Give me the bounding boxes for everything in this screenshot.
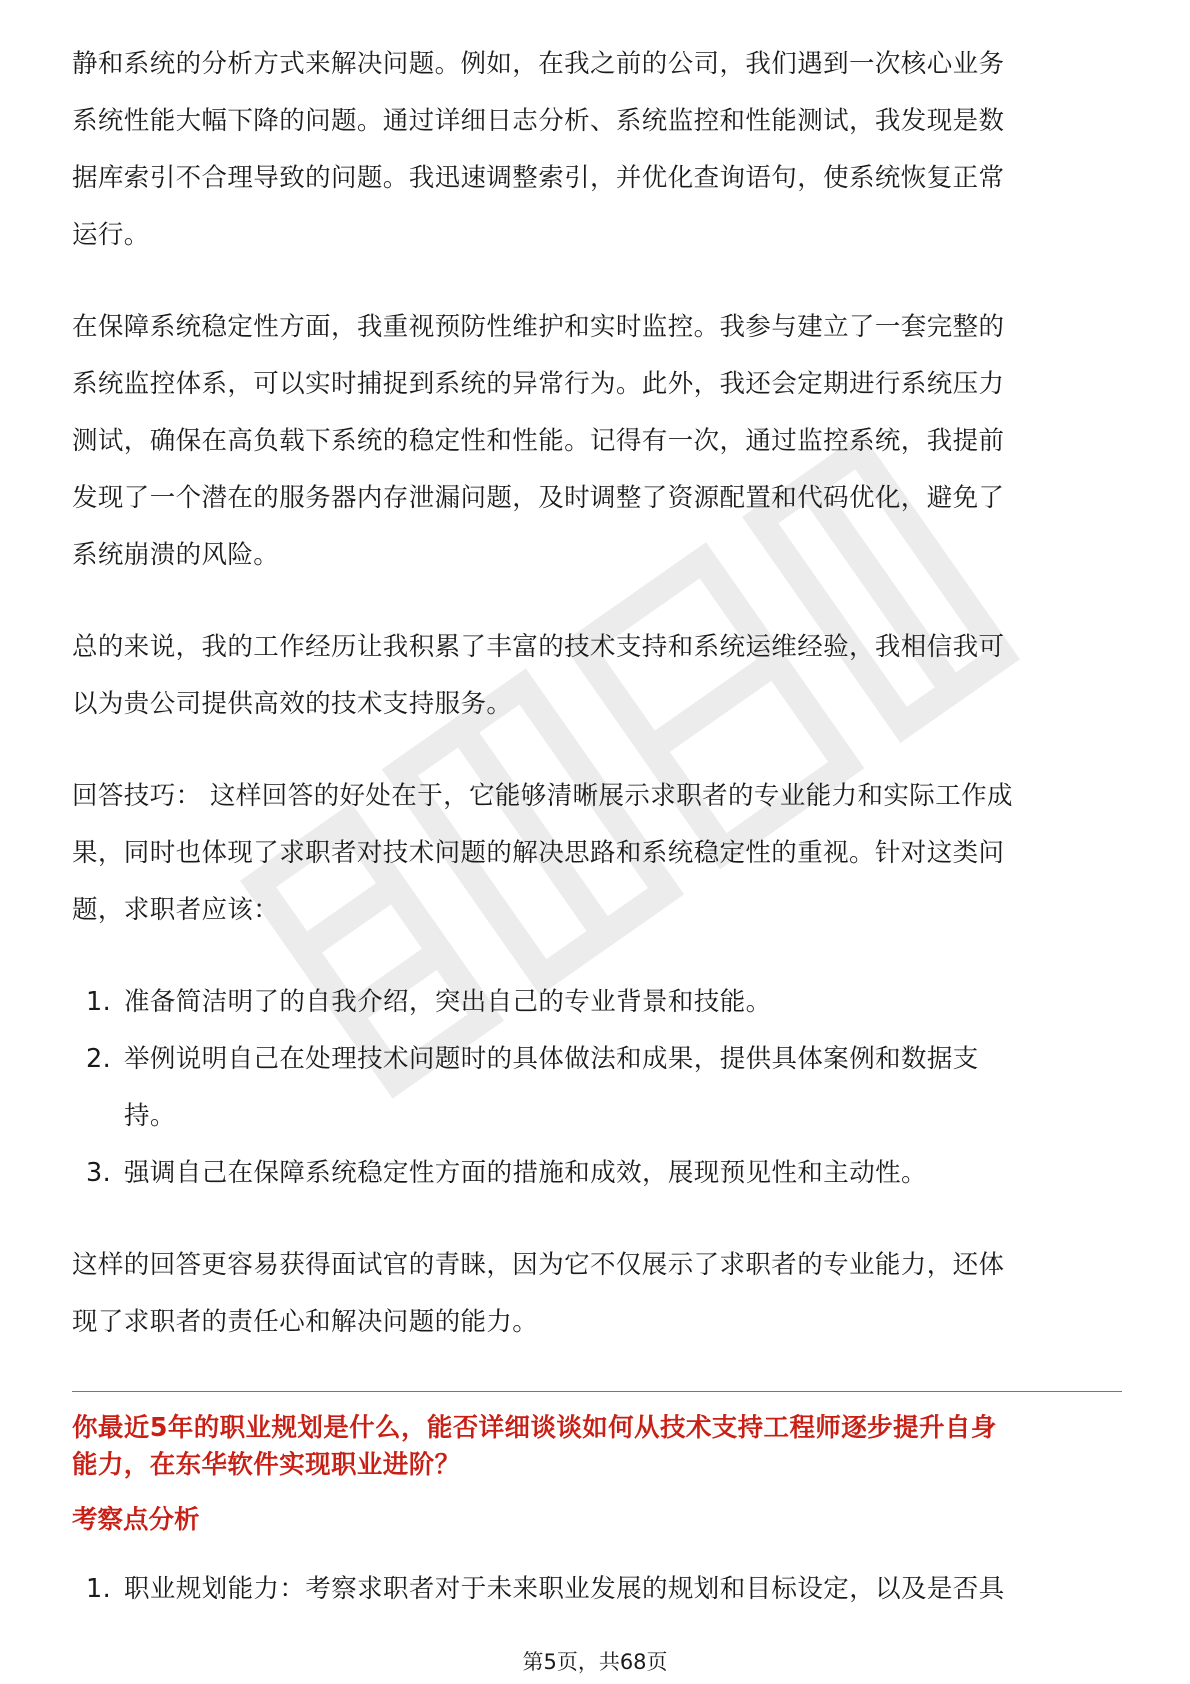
text-line: 以为贵公司提供高效的技术支持服务。 — [72, 689, 513, 719]
paragraph-answer-tips — [72, 768, 1122, 939]
list-number: 3. — [86, 1158, 112, 1188]
paragraph-summary — [72, 619, 1122, 733]
text-line: 题，求职者应该： — [72, 895, 280, 925]
list-item-text: 职业规划能力：考察求职者对于未来职业发展的规划和目标设定，以及是否具 — [124, 1574, 1005, 1604]
text-line: 这样的回答更容易获得面试官的青睐，因为它不仅展示了求职者的专业能力，还体 — [72, 1250, 1005, 1280]
section-divider — [72, 1391, 1122, 1392]
text-line: 现了求职者的责任心和解决问题的能力。 — [72, 1307, 539, 1337]
list-item-text: 强调自己在保障系统稳定性方面的措施和成效，展现预见性和主动性。 — [124, 1158, 927, 1188]
list-number: 2. — [86, 1044, 112, 1074]
list-item — [72, 1145, 1122, 1202]
text-line: 系统监控体系，可以实时捕捉到系统的异常行为。此外，我还会定期进行系统压力 — [72, 369, 1005, 399]
interview-question — [72, 1410, 1122, 1484]
list-item-text: 持。 — [124, 1101, 176, 1131]
paragraph-problem-solving — [72, 36, 1122, 264]
list-item-text: 举例说明自己在处理技术问题时的具体做法和成果，提供具体案例和数据支 — [124, 1044, 979, 1074]
text-line: 发现了一个潜在的服务器内存泄漏问题，及时调整了资源配置和代码优化，避免了 — [72, 483, 1005, 513]
list-item — [72, 974, 1122, 1031]
list-item-text: 准备简洁明了的自我介绍，突出自己的专业背景和技能。 — [124, 987, 772, 1017]
paragraph-closing — [72, 1237, 1122, 1351]
paragraph-stability — [72, 299, 1122, 584]
text-line: 测试，确保在高负载下系统的稳定性和性能。记得有一次，通过监控系统，我提前 — [72, 426, 1005, 456]
text-line: 运行。 — [72, 220, 150, 250]
text-line: 据库索引不合理导致的问题。我迅速调整索引，并优化查询语句，使系统恢复正常 — [72, 163, 1005, 193]
text-line: 系统崩溃的风险。 — [72, 540, 280, 570]
question-line: 能力，在东华软件实现职业进阶？ — [72, 1450, 461, 1480]
list-item — [72, 1561, 1122, 1618]
list-number: 1. — [86, 987, 112, 1017]
text-line: 系统性能大幅下降的问题。通过详细日志分析、系统监控和性能测试，我发现是数 — [72, 106, 1005, 136]
tips-list — [72, 974, 1122, 1202]
text-line: 总的来说，我的工作经历让我积累了丰富的技术支持和系统运维经验，我相信我可 — [72, 632, 1005, 662]
document-page — [72, 36, 1122, 1618]
text-line: 静和系统的分析方式来解决问题。例如，在我之前的公司，我们遇到一次核心业务 — [72, 49, 1005, 79]
page-footer: 第5页，共68页 — [522, 1650, 668, 1674]
section-title-analysis: 考察点分析 — [72, 1505, 200, 1535]
list-number: 1. — [86, 1574, 112, 1604]
text-line: 果，同时也体现了求职者对技术问题的解决思路和系统稳定性的重视。针对这类问 — [72, 838, 1005, 868]
list-item — [72, 1031, 1122, 1145]
analysis-list — [72, 1561, 1122, 1618]
question-line: 你最近5年的职业规划是什么，能否详细谈谈如何从技术支持工程师逐步提升自身 — [72, 1413, 997, 1443]
text-line: 回答技巧： 这样回答的好处在于，它能够清晰展示求职者的专业能力和实际工作成 — [72, 781, 1013, 811]
text-line: 在保障系统稳定性方面，我重视预防性维护和实时监控。我参与建立了一套完整的 — [72, 312, 1005, 342]
